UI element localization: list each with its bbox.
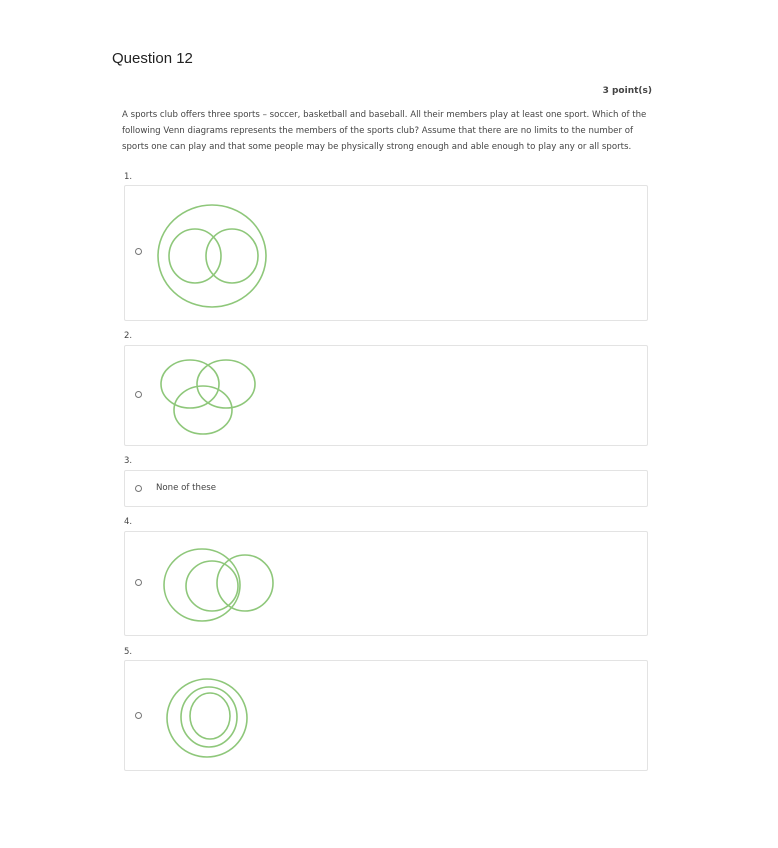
option-2-number: 2. <box>124 331 133 341</box>
option-5-number: 5. <box>124 647 133 657</box>
option-5[interactable] <box>124 660 648 771</box>
option-4-venn-diagram <box>161 546 279 624</box>
points-label: 3 point(s) <box>602 86 652 96</box>
right-circle <box>206 229 258 283</box>
option-5-venn-diagram <box>165 677 251 761</box>
option-2[interactable] <box>124 345 648 446</box>
outer-circle <box>167 679 247 757</box>
option-5-radio[interactable] <box>135 712 142 719</box>
lower-circle <box>174 386 232 434</box>
option-3-label: None of these <box>156 483 217 493</box>
option-1[interactable] <box>124 185 648 321</box>
option-4-number: 4. <box>124 517 133 527</box>
option-1-radio[interactable] <box>135 248 142 255</box>
option-1-number: 1. <box>124 172 133 182</box>
upper-left-circle <box>161 360 219 408</box>
option-3[interactable] <box>124 470 648 507</box>
option-1-venn-diagram <box>155 202 271 310</box>
option-3-radio[interactable] <box>135 485 142 492</box>
right-circle <box>217 555 273 611</box>
question-text: A sports club offers three sports – soccer, basketball and baseball. All their members play at least one sport. Which of the following Venn diagrams represents the members of the sports club? Assume that there are no limits to the number of sports one can play and that some people may be physically strong enough and able enough to play any or all sports. <box>122 110 647 152</box>
option-4[interactable] <box>124 531 648 636</box>
question-title: Question 12 <box>112 50 193 67</box>
upper-right-circle <box>197 360 255 408</box>
outer-circle <box>158 205 266 307</box>
inner-circle <box>190 693 230 739</box>
option-3-number: 3. <box>124 456 133 466</box>
option-2-venn-diagram <box>158 358 258 438</box>
option-2-radio[interactable] <box>135 391 142 398</box>
option-4-radio[interactable] <box>135 579 142 586</box>
inner-left-circle <box>186 561 238 611</box>
